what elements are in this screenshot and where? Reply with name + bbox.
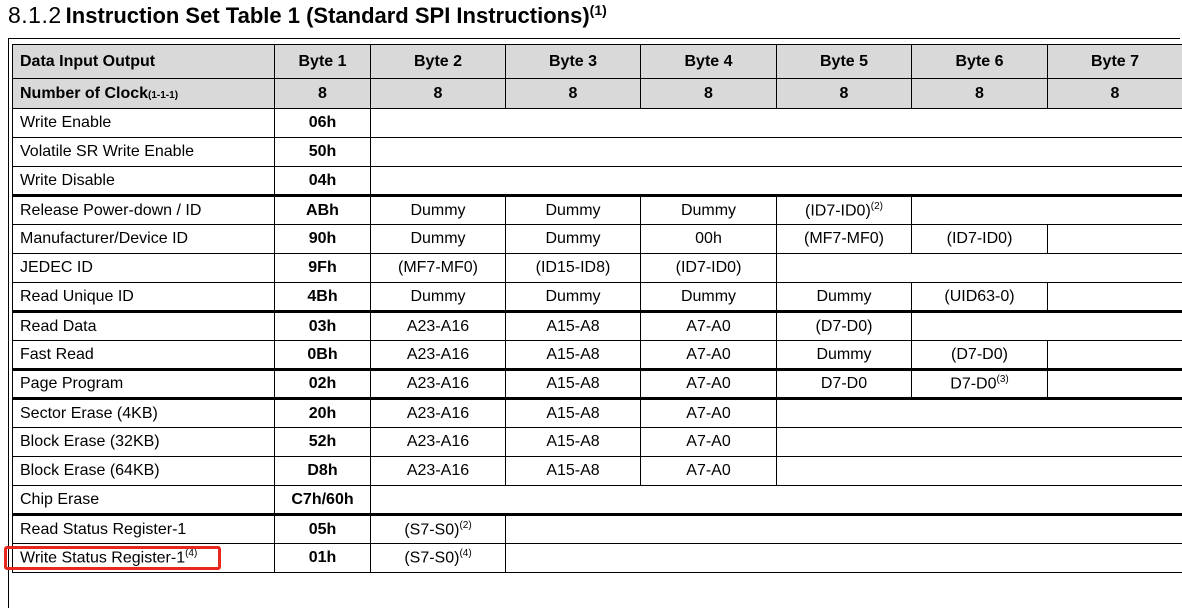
byte-4-cell: Dummy — [641, 283, 777, 312]
footnote-mark: (4) — [459, 548, 471, 559]
empty-cell — [1048, 370, 1182, 399]
instruction-name: Block Erase (64KB) — [13, 457, 275, 486]
opcode: 04h — [275, 167, 371, 196]
table-row — [13, 138, 1182, 167]
section-number: 8.1.2 — [8, 2, 62, 28]
byte-4-cell: A7-A0 — [641, 341, 777, 370]
byte-3-cell: A15-A8 — [506, 457, 641, 486]
instruction-table — [12, 44, 1182, 573]
empty-cell — [1048, 341, 1182, 370]
opcode: 02h — [275, 370, 371, 399]
byte-2-cell — [371, 544, 506, 573]
instruction-name: Write Disable — [13, 167, 275, 196]
clock-label-sub: (1-1-1) — [148, 90, 178, 101]
clock-byte-6: 8 — [912, 79, 1048, 109]
clock-byte-4: 8 — [641, 79, 777, 109]
empty-cell — [506, 515, 1182, 544]
byte-2-cell: Dummy — [371, 225, 506, 254]
table-row — [13, 428, 1182, 457]
footnote-mark: (2) — [459, 520, 471, 531]
opcode: D8h — [275, 457, 371, 486]
byte-2-cell: A23-A16 — [371, 457, 506, 486]
header-byte-3: Byte 3 — [506, 45, 641, 79]
section-title: Instruction Set Table 1 (Standard SPI Instructions) — [66, 3, 590, 28]
byte-4-cell: (ID7-ID0) — [641, 254, 777, 283]
byte-4-cell: 00h — [641, 225, 777, 254]
byte-5-cell — [777, 196, 912, 225]
table-row — [13, 341, 1182, 370]
instruction-name: Read Data — [13, 312, 275, 341]
empty-cell — [506, 544, 1182, 573]
table-row — [13, 225, 1182, 254]
empty-cell — [777, 457, 1182, 486]
opcode: 90h — [275, 225, 371, 254]
byte-2-cell: A23-A16 — [371, 370, 506, 399]
clock-label: Number of Clock — [20, 85, 148, 102]
byte-2-cell — [371, 515, 506, 544]
table-row — [13, 515, 1182, 544]
byte-3-cell: Dummy — [506, 196, 641, 225]
opcode: 01h — [275, 544, 371, 573]
instruction-name: Release Power-down / ID — [13, 196, 275, 225]
table-row — [13, 486, 1182, 515]
byte-2-value: (S7-S0) — [404, 521, 459, 538]
footnote-mark: (2) — [871, 201, 883, 212]
empty-cell — [777, 399, 1182, 428]
empty-cell — [912, 312, 1182, 341]
empty-cell — [371, 167, 1182, 196]
section-title-footnote: (1) — [590, 2, 607, 18]
byte-2-cell: A23-A16 — [371, 312, 506, 341]
opcode: 9Fh — [275, 254, 371, 283]
byte-3-cell: A15-A8 — [506, 370, 641, 399]
byte-3-cell: Dummy — [506, 225, 641, 254]
header-byte-2: Byte 2 — [371, 45, 506, 79]
instruction-name: JEDEC ID — [13, 254, 275, 283]
header-byte-7: Byte 7 — [1048, 45, 1182, 79]
opcode: 50h — [275, 138, 371, 167]
byte-2-cell: Dummy — [371, 283, 506, 312]
instruction-name: Sector Erase (4KB) — [13, 399, 275, 428]
clock-byte-1: 8 — [275, 79, 371, 109]
byte-2-cell: (MF7-MF0) — [371, 254, 506, 283]
byte-3-cell: A15-A8 — [506, 399, 641, 428]
instruction-name: Write Status Register-1 — [20, 550, 185, 567]
empty-cell — [912, 196, 1182, 225]
instruction-name: Manufacturer/Device ID — [13, 225, 275, 254]
header-data-input-output: Data Input Output — [13, 45, 275, 79]
clock-byte-7: 8 — [1048, 79, 1182, 109]
byte-4-cell: A7-A0 — [641, 312, 777, 341]
byte-5-cell: Dummy — [777, 341, 912, 370]
byte-6-cell — [912, 370, 1048, 399]
byte-2-value: (S7-S0) — [404, 550, 459, 567]
opcode: 4Bh — [275, 283, 371, 312]
instruction-name: Read Status Register-1 — [13, 515, 275, 544]
instruction-name: Block Erase (32KB) — [13, 428, 275, 457]
table-row — [13, 457, 1182, 486]
byte-3-cell: A15-A8 — [506, 312, 641, 341]
instruction-name: Fast Read — [13, 341, 275, 370]
byte-4-cell: A7-A0 — [641, 370, 777, 399]
opcode: 03h — [275, 312, 371, 341]
byte-2-cell: A23-A16 — [371, 341, 506, 370]
byte-4-cell: A7-A0 — [641, 399, 777, 428]
opcode: 0Bh — [275, 341, 371, 370]
table-row — [13, 196, 1182, 225]
byte-3-cell: A15-A8 — [506, 341, 641, 370]
byte-2-cell: Dummy — [371, 196, 506, 225]
instruction-name: Read Unique ID — [13, 283, 275, 312]
byte-4-cell: Dummy — [641, 196, 777, 225]
empty-cell — [371, 138, 1182, 167]
instruction-name: Chip Erase — [13, 486, 275, 515]
clock-row — [13, 79, 1182, 109]
opcode: ABh — [275, 196, 371, 225]
clock-label-cell — [13, 79, 275, 109]
byte-3-cell: Dummy — [506, 283, 641, 312]
instruction-name: Volatile SR Write Enable — [13, 138, 275, 167]
empty-cell — [777, 254, 1182, 283]
byte-2-cell: A23-A16 — [371, 428, 506, 457]
footnote-mark: (3) — [997, 374, 1009, 385]
empty-cell — [371, 109, 1182, 138]
byte-5-value: (ID7-ID0) — [805, 202, 871, 219]
byte-2-cell: A23-A16 — [371, 399, 506, 428]
section-heading — [8, 2, 607, 34]
opcode: C7h/60h — [275, 486, 371, 515]
empty-cell — [1048, 225, 1182, 254]
clock-byte-3: 8 — [506, 79, 641, 109]
table-row — [13, 167, 1182, 196]
table-row — [13, 312, 1182, 341]
byte-6-cell: (UID63-0) — [912, 283, 1048, 312]
header-byte-5: Byte 5 — [777, 45, 912, 79]
highlight-box — [4, 546, 221, 570]
byte-5-cell: Dummy — [777, 283, 912, 312]
header-byte-6: Byte 6 — [912, 45, 1048, 79]
header-byte-1: Byte 1 — [275, 45, 371, 79]
clock-byte-2: 8 — [371, 79, 506, 109]
byte-3-cell: A15-A8 — [506, 428, 641, 457]
opcode: 20h — [275, 399, 371, 428]
byte-3-cell: (ID15-ID8) — [506, 254, 641, 283]
opcode: 06h — [275, 109, 371, 138]
opcode: 05h — [275, 515, 371, 544]
table-row — [13, 399, 1182, 428]
header-byte-4: Byte 4 — [641, 45, 777, 79]
byte-5-cell: (MF7-MF0) — [777, 225, 912, 254]
empty-cell — [371, 486, 1182, 515]
table-row — [13, 370, 1182, 399]
table-row — [13, 283, 1182, 312]
table-row — [13, 109, 1182, 138]
instruction-name: Page Program — [13, 370, 275, 399]
header-row — [13, 45, 1182, 79]
table-row — [13, 254, 1182, 283]
byte-4-cell: A7-A0 — [641, 457, 777, 486]
clock-byte-5: 8 — [777, 79, 912, 109]
byte-6-cell: (ID7-ID0) — [912, 225, 1048, 254]
opcode: 52h — [275, 428, 371, 457]
instruction-name: Write Enable — [13, 109, 275, 138]
empty-cell — [1048, 283, 1182, 312]
byte-5-cell: (D7-D0) — [777, 312, 912, 341]
byte-5-cell: D7-D0 — [777, 370, 912, 399]
footnote-mark: (4) — [185, 548, 197, 559]
byte-6-value: D7-D0 — [950, 376, 996, 393]
empty-cell — [777, 428, 1182, 457]
byte-6-cell: (D7-D0) — [912, 341, 1048, 370]
byte-4-cell: A7-A0 — [641, 428, 777, 457]
